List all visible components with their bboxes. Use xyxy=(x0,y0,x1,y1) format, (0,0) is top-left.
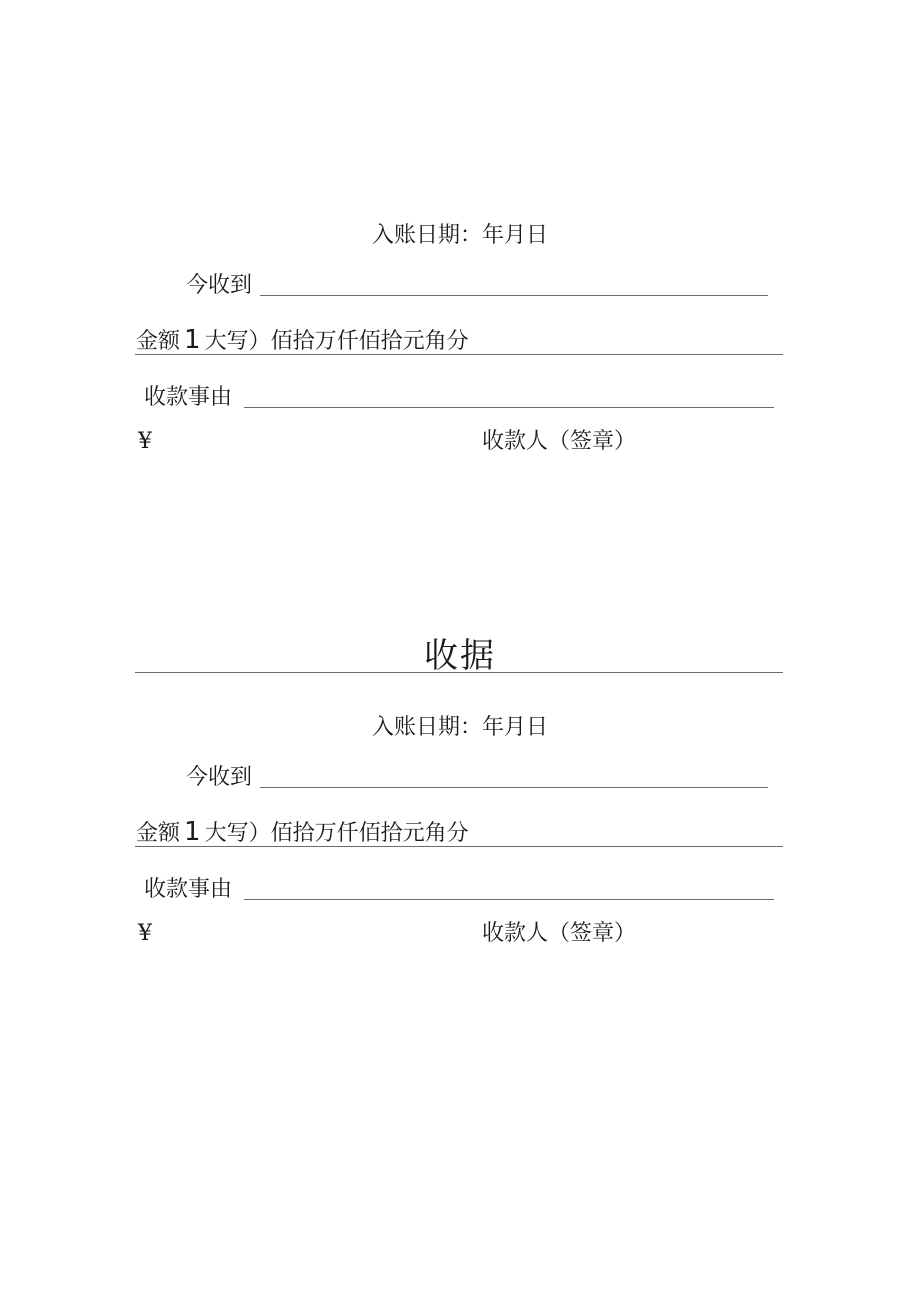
day-label: 日 xyxy=(526,715,549,740)
entry-date-label: 入账日期： xyxy=(371,223,482,248)
yen-symbol: ¥ xyxy=(138,429,152,454)
amount-prefix: 金额 xyxy=(136,329,181,354)
receipt-1 xyxy=(0,222,920,482)
title-divider xyxy=(135,672,783,673)
amount-line xyxy=(136,326,469,356)
receipt-title: 收据 xyxy=(424,636,496,676)
entry-date-line xyxy=(0,222,920,250)
reason-label: 收款事由 xyxy=(144,877,233,902)
received-from-label: 今收到 xyxy=(186,765,253,790)
amount-one: 1 xyxy=(184,325,201,355)
month-label: 月 xyxy=(504,715,527,740)
yen-symbol: ¥ xyxy=(138,921,152,946)
day-label: 日 xyxy=(526,223,549,248)
amount-field[interactable] xyxy=(135,846,783,847)
entry-date-label: 入账日期： xyxy=(371,715,482,740)
received-from-label: 今收到 xyxy=(186,273,253,298)
payee-signature-label: 收款人（签章） xyxy=(482,921,637,946)
amount-one: 1 xyxy=(184,817,201,847)
receipt-2 xyxy=(0,636,920,974)
payee-signature-label: 收款人（签章） xyxy=(482,429,637,454)
entry-date-line xyxy=(0,714,920,742)
amount-units: 大写）佰拾万仟佰拾元角分 xyxy=(204,821,469,846)
received-from-field[interactable] xyxy=(260,787,768,788)
reason-label: 收款事由 xyxy=(144,385,233,410)
amount-units: 大写）佰拾万仟佰拾元角分 xyxy=(204,329,469,354)
reason-field[interactable] xyxy=(244,407,774,408)
amount-line xyxy=(136,818,469,848)
month-label: 月 xyxy=(504,223,527,248)
amount-prefix: 金额 xyxy=(136,821,181,846)
reason-field[interactable] xyxy=(244,899,774,900)
year-label: 年 xyxy=(481,715,504,740)
received-from-field[interactable] xyxy=(260,295,768,296)
year-label: 年 xyxy=(481,223,504,248)
amount-field[interactable] xyxy=(135,354,783,355)
